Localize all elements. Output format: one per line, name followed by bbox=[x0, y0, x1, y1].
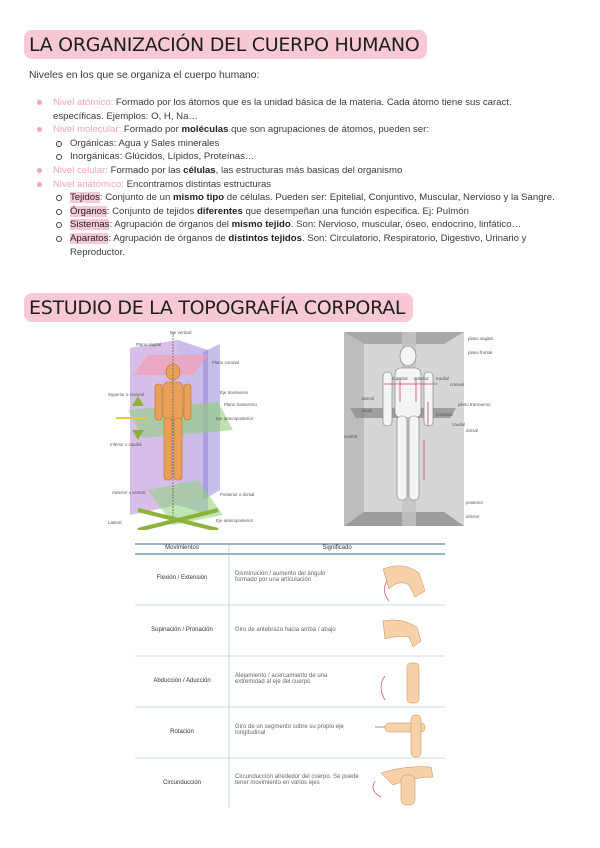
level-item-atomic bbox=[0, 96, 600, 123]
movement-meaning: Circunducción alrededor del cuerpo. Se puede tener movimiento en varios ejes bbox=[235, 774, 359, 786]
sub-item: Orgánicas: Agua y Sales minerales bbox=[53, 137, 560, 151]
intro-text: Niveles en los que se organiza el cuerpo humano: bbox=[29, 70, 260, 81]
front-label: superior bbox=[392, 376, 408, 381]
planes-label: Posterior o dorsal bbox=[220, 492, 255, 497]
header-movements: Movimientos bbox=[165, 545, 199, 551]
planes-label: Plano transverso bbox=[224, 402, 257, 407]
planes-label: Plano coronal bbox=[212, 360, 239, 365]
term-bold: mismo tipo bbox=[172, 192, 225, 204]
levels-list bbox=[0, 96, 600, 259]
planes-label: Anterior o ventral bbox=[112, 490, 146, 495]
level-name: Nivel molecular: bbox=[53, 124, 122, 136]
term-bold: diferentes bbox=[196, 205, 243, 217]
level-item-cellular bbox=[0, 164, 600, 178]
level-text: , las estructuras más basicas del organismo bbox=[215, 164, 403, 176]
term-text: . Son: Circulatorio, Respiratorio, Digestivo, Urinario y Reproductor. bbox=[70, 232, 527, 258]
movement-meaning: Giro de un segmento sobre su propio eje longitudinal bbox=[235, 724, 344, 736]
planes-label: Eje transverso bbox=[220, 390, 249, 395]
movement-name: Rotación bbox=[170, 729, 194, 735]
front-label: medial bbox=[436, 376, 449, 381]
sublist bbox=[53, 137, 560, 164]
front-label: lateral bbox=[362, 396, 374, 401]
movement-name: Flexión / Extensión bbox=[156, 575, 208, 581]
directional-terms-figure bbox=[340, 330, 493, 530]
front-label: plano transverso bbox=[458, 402, 491, 407]
sub-item: Inorgánicas: Glúcidos, Lípidos, Proteínas… bbox=[53, 150, 560, 164]
front-label: posterior bbox=[466, 500, 484, 505]
level-text: Encontramos distintas estructuras bbox=[123, 178, 272, 190]
term-text: : Agrupación de órganos del bbox=[109, 219, 232, 231]
front-label: dorsal bbox=[466, 428, 478, 433]
term: Sistemas bbox=[70, 219, 110, 231]
term-text: : Conjunto de tejidos bbox=[106, 205, 197, 217]
term-text: : Conjunto de un bbox=[99, 192, 173, 204]
level-bold: moléculas bbox=[181, 124, 229, 136]
movement-meaning: Disminución / aumento del ángulo formado por una articulación bbox=[235, 571, 326, 583]
term-bold: distintos tejidos bbox=[228, 232, 302, 244]
level-text: Formado por las bbox=[107, 164, 184, 176]
level-text: Formado por bbox=[121, 124, 182, 136]
front-label: distal bbox=[362, 408, 373, 413]
front-label: ventral bbox=[344, 434, 358, 439]
movement-name: Supinación / Pronación bbox=[151, 627, 213, 633]
anatomical-planes-figure bbox=[108, 330, 258, 530]
planes-label: Lateral bbox=[108, 520, 122, 525]
term-text: de células. Pueden ser: Epitelial, Conjuntivo, Muscular, Nervioso y la Sangre. bbox=[224, 192, 555, 204]
planes-label: Plano sagital bbox=[136, 342, 162, 347]
planes-label: Eje vertical bbox=[170, 330, 192, 335]
level-name: Nivel anatómico: bbox=[53, 178, 124, 190]
front-label: plano frontal bbox=[468, 350, 493, 355]
term-bold: mismo tejido bbox=[231, 219, 291, 231]
level-name: Nivel atómico: bbox=[53, 97, 114, 108]
level-text: Formado por los átomos que es la unidad básica de la materia. Cada átomo tiene sus caract. específicas. Ejemplos: O, H, Na… bbox=[53, 97, 512, 122]
level-name: Nivel celular: bbox=[53, 164, 108, 176]
front-label: anterior bbox=[414, 376, 429, 381]
planes-label: Inferior o caudal bbox=[110, 442, 142, 447]
term-text: . Son: Nervioso, muscular, óseo, endocrino, linfático… bbox=[290, 219, 522, 231]
movements-table bbox=[135, 541, 445, 808]
front-label: proximal bbox=[436, 412, 453, 417]
front-label: plano sagital bbox=[468, 336, 493, 341]
term-text: : Agrupación de órganos de bbox=[108, 232, 229, 244]
sublist bbox=[53, 191, 560, 259]
movement-meaning: Giro de antebrazo hacia arriba / abajo bbox=[235, 627, 336, 633]
level-item-molecular bbox=[0, 123, 600, 164]
level-bold: células bbox=[183, 164, 216, 176]
term: Órganos bbox=[70, 205, 107, 217]
planes-label: Eje anteroposterior bbox=[216, 416, 254, 421]
term: Aparatos bbox=[70, 232, 109, 244]
planes-label: Superior o craneal bbox=[108, 392, 144, 397]
sub-item-aparatos bbox=[53, 232, 560, 259]
front-label: caudal bbox=[452, 422, 465, 427]
term: Tejidos bbox=[70, 192, 100, 204]
front-label: craneal bbox=[450, 382, 465, 387]
level-item-anatomic bbox=[0, 178, 600, 260]
term-text: que desempeñan una función especifica. Ej: Pulmón bbox=[242, 205, 469, 217]
sub-item-tejidos bbox=[53, 191, 560, 205]
section-title: ESTUDIO DE LA TOPOGRAFÍA CORPORAL bbox=[24, 293, 413, 322]
sub-item-sistemas bbox=[53, 218, 560, 232]
movement-name: Abducción / Aducción bbox=[153, 678, 211, 684]
movement-meaning: Alejamiento / acercamiento de una extremidad al eje del cuerpo bbox=[235, 673, 328, 685]
page-title: LA ORGANIZACIÓN DEL CUERPO HUMANO bbox=[24, 30, 427, 59]
level-text: que son agrupaciones de átomos, pueden ser: bbox=[228, 124, 429, 136]
sub-item-organos bbox=[53, 205, 560, 219]
header-meaning: Significado bbox=[322, 545, 352, 551]
front-label: inferior bbox=[466, 514, 480, 519]
planes-label: Eje anteroposterior bbox=[216, 518, 254, 523]
movement-name: Circunducción bbox=[162, 780, 202, 786]
